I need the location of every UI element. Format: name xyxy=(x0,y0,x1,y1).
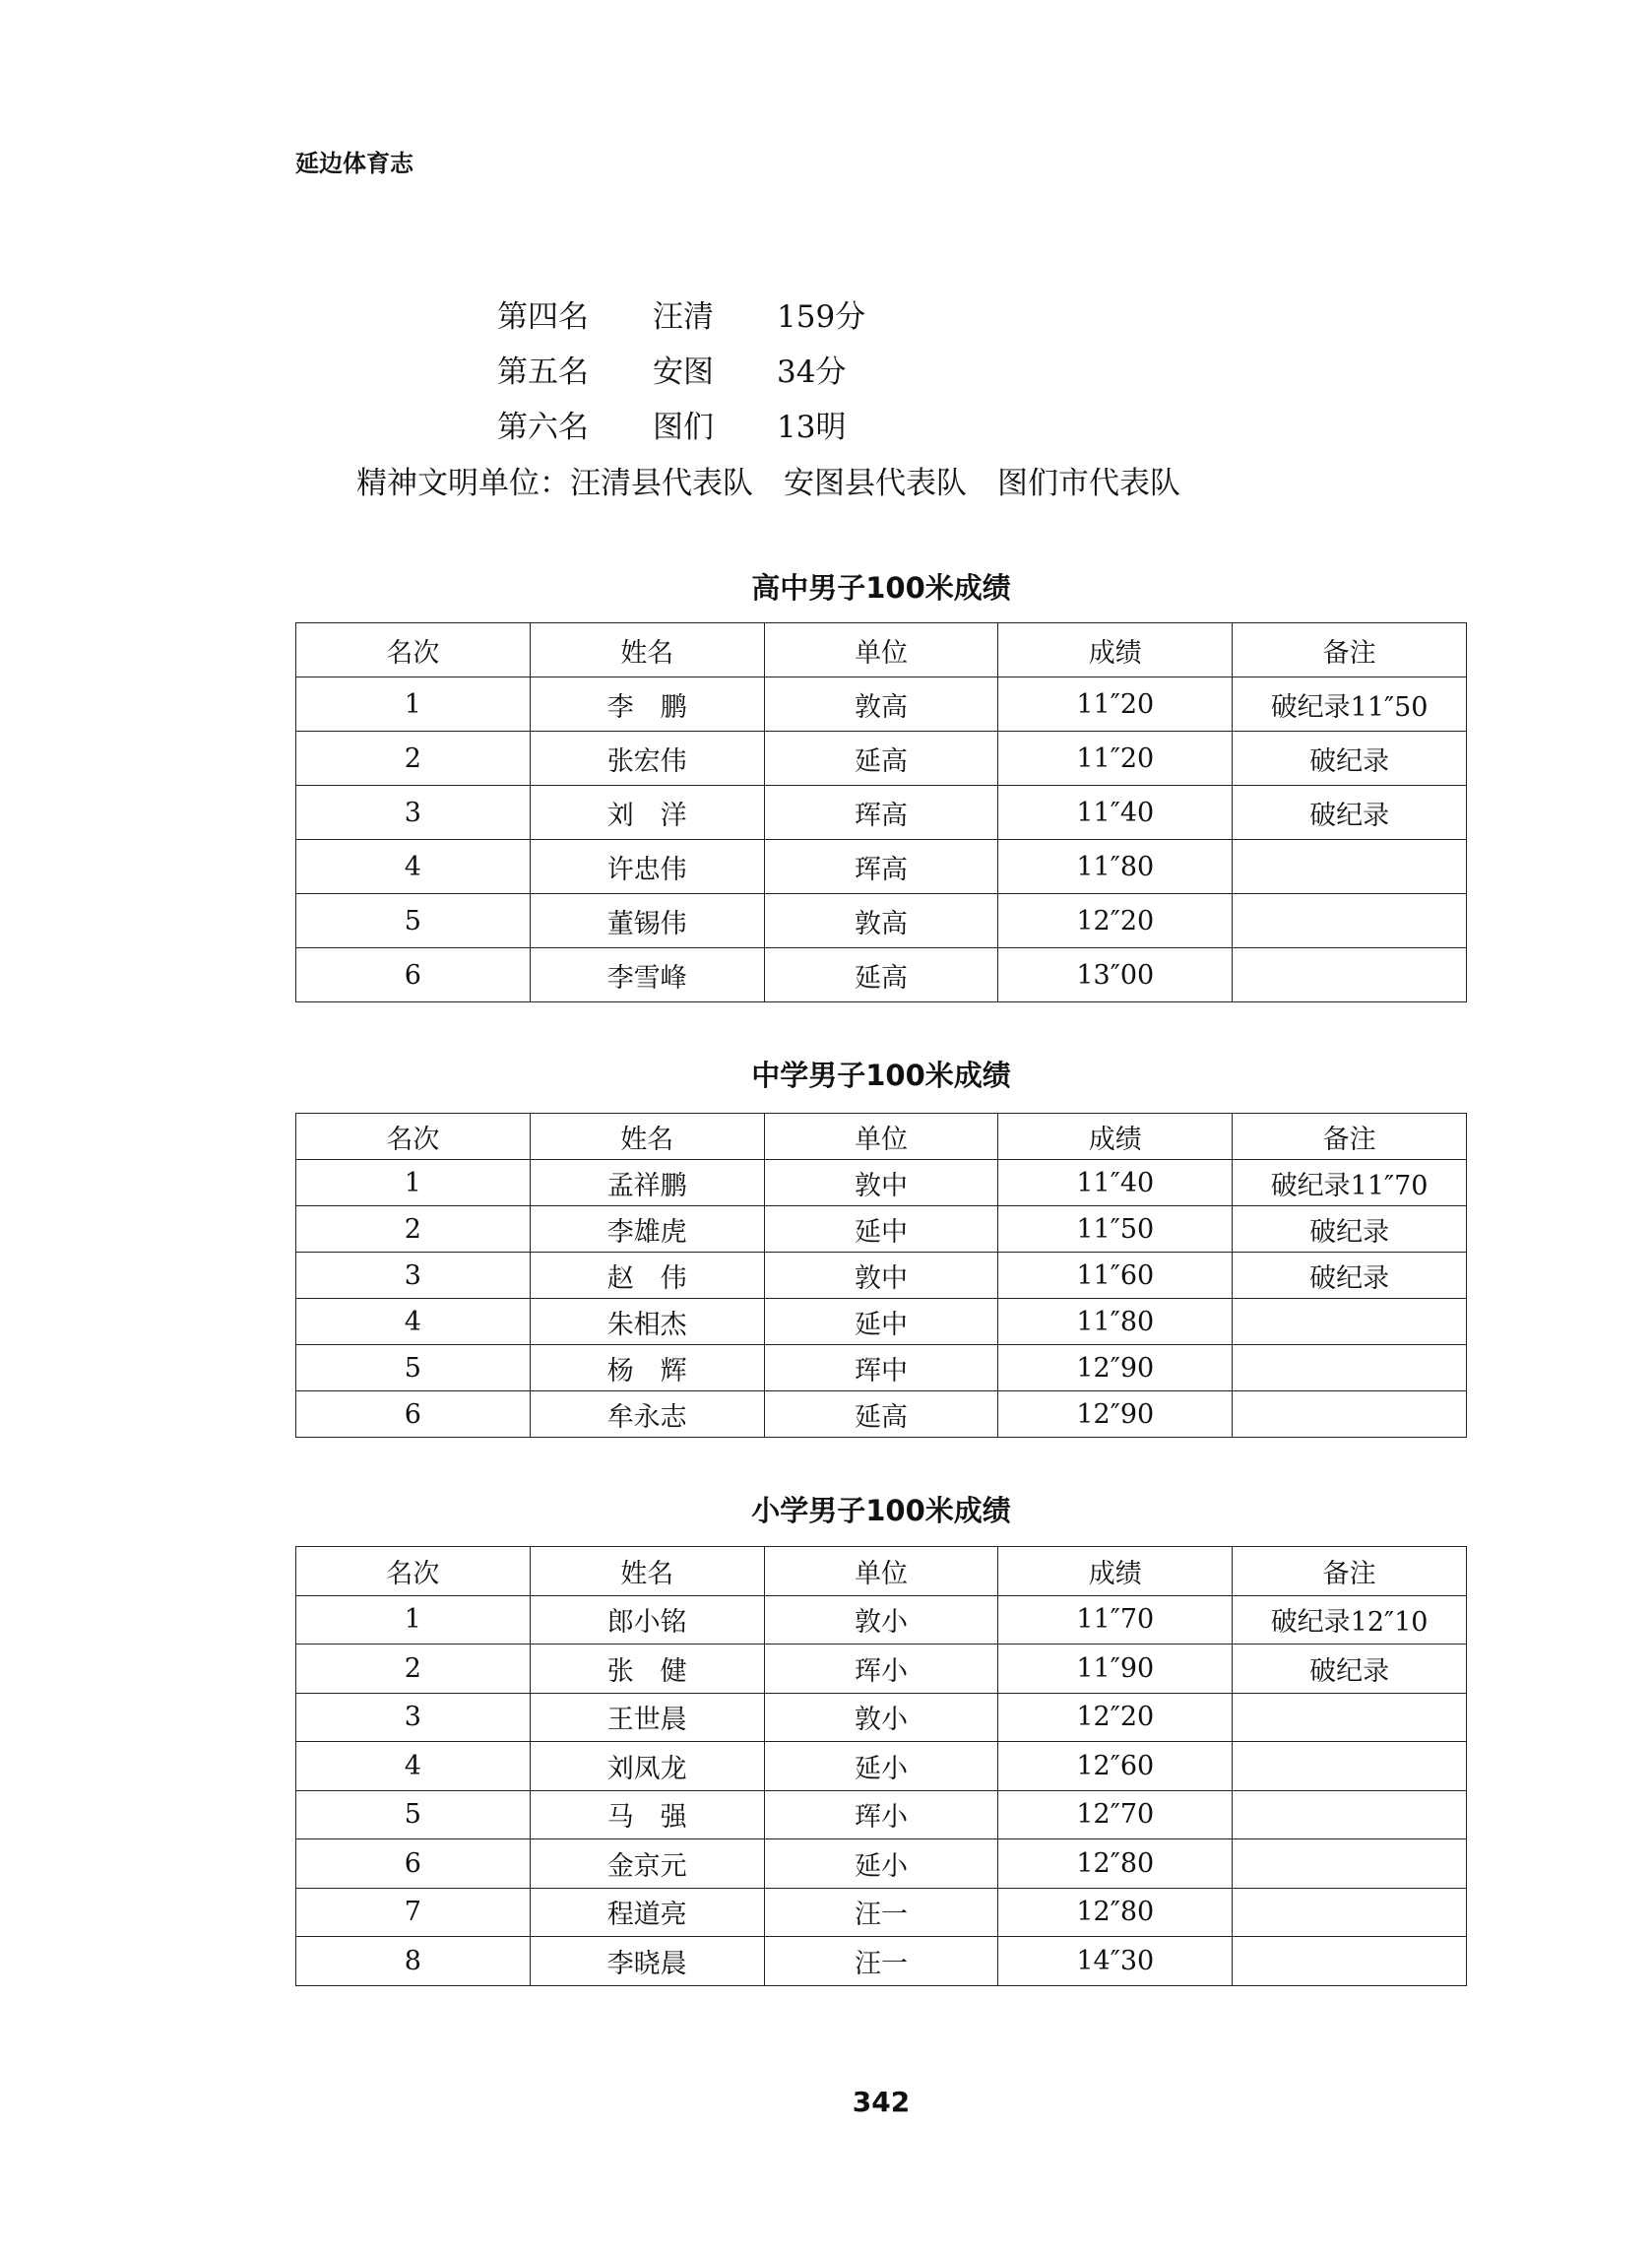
column-header: 名次 xyxy=(296,1547,531,1596)
table-cell: 李晓晨 xyxy=(530,1937,764,1986)
table-cell: 3 xyxy=(296,1253,531,1299)
table-cell xyxy=(1233,1888,1467,1937)
table-row xyxy=(296,1790,1467,1839)
table-cell xyxy=(1233,1299,1467,1345)
table-cell: 汪一 xyxy=(764,1888,998,1937)
table-cell: 延中 xyxy=(764,1299,998,1345)
column-header: 姓名 xyxy=(530,1547,764,1596)
column-header: 名次 xyxy=(296,1114,531,1160)
table-row xyxy=(296,1391,1467,1438)
table-cell: 延高 xyxy=(764,948,998,1002)
table-cell xyxy=(1233,1693,1467,1742)
table-cell: 汪一 xyxy=(764,1937,998,1986)
column-header: 成绩 xyxy=(998,1114,1233,1160)
table-cell: 珲中 xyxy=(764,1345,998,1391)
table-cell: 11″20 xyxy=(998,732,1233,786)
page-number: 342 xyxy=(852,2086,911,2118)
table-cell: 11″40 xyxy=(998,786,1233,840)
ranking-score: 159分 xyxy=(777,299,866,335)
table-title: 小学男子100米成绩 xyxy=(751,1494,1011,1527)
table-cell xyxy=(1233,1839,1467,1889)
table-cell: 11″50 xyxy=(998,1206,1233,1253)
table-cell: 3 xyxy=(296,786,531,840)
table-cell: 破纪录11″50 xyxy=(1233,677,1467,732)
table-cell: 2 xyxy=(296,1644,531,1694)
table-cell: 14″30 xyxy=(998,1937,1233,1986)
table-cell: 破纪录 xyxy=(1233,786,1467,840)
table-cell: 珲小 xyxy=(764,1790,998,1839)
spirit-award-line: 精神文明单位：汪清县代表队 安图县代表队 图们市代表队 xyxy=(356,466,1180,501)
table-cell: 12″90 xyxy=(998,1345,1233,1391)
table-cell: 敦小 xyxy=(764,1595,998,1644)
table-cell xyxy=(1233,1790,1467,1839)
table-cell: 李雄虎 xyxy=(530,1206,764,1253)
table-row xyxy=(296,1253,1467,1299)
ranking-place: 第五名 xyxy=(497,355,589,390)
table-cell xyxy=(1233,1742,1467,1791)
column-header: 姓名 xyxy=(530,623,764,677)
table-row xyxy=(296,1888,1467,1937)
table-cell: 5 xyxy=(296,1345,531,1391)
table-title: 高中男子100米成绩 xyxy=(751,571,1011,605)
table-cell: 6 xyxy=(296,1839,531,1889)
ranking-line xyxy=(497,291,865,336)
ranking-team: 汪清 xyxy=(653,299,714,335)
table-cell: 12″20 xyxy=(998,1693,1233,1742)
table-cell: 2 xyxy=(296,732,531,786)
table-cell: 延小 xyxy=(764,1839,998,1889)
table-cell: 11″40 xyxy=(998,1160,1233,1206)
table-cell: 11″70 xyxy=(998,1595,1233,1644)
table-row xyxy=(296,1595,1467,1644)
table-cell: 珲高 xyxy=(764,840,998,894)
table-cell xyxy=(1233,840,1467,894)
table-header-row xyxy=(296,1547,1467,1596)
table-cell: 延小 xyxy=(764,1742,998,1791)
table-row xyxy=(296,677,1467,732)
table-cell: 杨 辉 xyxy=(530,1345,764,1391)
table-cell: 郎小铭 xyxy=(530,1595,764,1644)
table-cell xyxy=(1233,1937,1467,1986)
table-cell: 5 xyxy=(296,1790,531,1839)
table-cell: 赵 伟 xyxy=(530,1253,764,1299)
table-cell: 珲高 xyxy=(764,786,998,840)
table-cell: 马 强 xyxy=(530,1790,764,1839)
table-cell: 12″80 xyxy=(998,1888,1233,1937)
column-header: 姓名 xyxy=(530,1114,764,1160)
column-header: 单位 xyxy=(764,623,998,677)
table-cell: 12″70 xyxy=(998,1790,1233,1839)
table-row xyxy=(296,1937,1467,1986)
table-cell: 珲小 xyxy=(764,1644,998,1694)
table-row xyxy=(296,894,1467,948)
table-cell: 12″90 xyxy=(998,1391,1233,1438)
results-table-high-school xyxy=(295,622,1467,1002)
table-cell: 12″80 xyxy=(998,1839,1233,1889)
table-cell xyxy=(1233,894,1467,948)
table-cell: 1 xyxy=(296,1595,531,1644)
table-cell: 3 xyxy=(296,1693,531,1742)
table-row xyxy=(296,1693,1467,1742)
table-cell: 7 xyxy=(296,1888,531,1937)
results-table-middle-school xyxy=(295,1113,1467,1438)
table-cell: 4 xyxy=(296,1742,531,1791)
ranking-line xyxy=(497,402,846,446)
table-cell: 11″20 xyxy=(998,677,1233,732)
table-cell xyxy=(1233,1345,1467,1391)
table-cell: 金京元 xyxy=(530,1839,764,1889)
table-cell: 刘凤龙 xyxy=(530,1742,764,1791)
table-cell: 1 xyxy=(296,1160,531,1206)
table-cell: 延高 xyxy=(764,732,998,786)
table-cell: 12″60 xyxy=(998,1742,1233,1791)
table-cell: 李雪峰 xyxy=(530,948,764,1002)
table-row xyxy=(296,1299,1467,1345)
table-cell: 6 xyxy=(296,1391,531,1438)
column-header: 备注 xyxy=(1233,1114,1467,1160)
table-cell: 11″90 xyxy=(998,1644,1233,1694)
table-cell: 敦高 xyxy=(764,677,998,732)
results-table-primary-school xyxy=(295,1546,1467,1986)
ranking-team: 图们 xyxy=(653,410,714,445)
table-cell: 11″60 xyxy=(998,1253,1233,1299)
table-cell: 敦小 xyxy=(764,1693,998,1742)
table-cell: 4 xyxy=(296,840,531,894)
ranking-place: 第四名 xyxy=(497,299,589,335)
table-cell: 1 xyxy=(296,677,531,732)
table-row xyxy=(296,1160,1467,1206)
table-cell: 敦中 xyxy=(764,1253,998,1299)
table-title: 中学男子100米成绩 xyxy=(751,1059,1011,1092)
table-cell: 董锡伟 xyxy=(530,894,764,948)
table-cell: 牟永志 xyxy=(530,1391,764,1438)
table-cell: 刘 洋 xyxy=(530,786,764,840)
ranking-team: 安图 xyxy=(653,355,714,390)
table-cell: 张 健 xyxy=(530,1644,764,1694)
table-cell: 破纪录 xyxy=(1233,1253,1467,1299)
ranking-line xyxy=(497,347,846,391)
table-cell: 6 xyxy=(296,948,531,1002)
table-cell: 13″00 xyxy=(998,948,1233,1002)
table-cell xyxy=(1233,948,1467,1002)
table-cell: 破纪录12″10 xyxy=(1233,1595,1467,1644)
table-header-row xyxy=(296,623,1467,677)
table-cell: 孟祥鹏 xyxy=(530,1160,764,1206)
table-cell: 8 xyxy=(296,1937,531,1986)
table-cell: 延高 xyxy=(764,1391,998,1438)
table-cell: 破纪录 xyxy=(1233,1644,1467,1694)
ranking-score: 34分 xyxy=(777,355,847,390)
column-header: 名次 xyxy=(296,623,531,677)
table-cell: 朱相杰 xyxy=(530,1299,764,1345)
column-header: 备注 xyxy=(1233,1547,1467,1596)
table-cell: 2 xyxy=(296,1206,531,1253)
table-cell: 破纪录11″70 xyxy=(1233,1160,1467,1206)
ranking-place: 第六名 xyxy=(497,410,589,445)
column-header: 单位 xyxy=(764,1114,998,1160)
table-row xyxy=(296,840,1467,894)
table-row xyxy=(296,1742,1467,1791)
table-row xyxy=(296,948,1467,1002)
table-cell: 王世晨 xyxy=(530,1693,764,1742)
table-row xyxy=(296,732,1467,786)
table-cell: 程道亮 xyxy=(530,1888,764,1937)
table-cell: 11″80 xyxy=(998,840,1233,894)
column-header: 成绩 xyxy=(998,623,1233,677)
table-row xyxy=(296,1206,1467,1253)
table-header-row xyxy=(296,1114,1467,1160)
table-row xyxy=(296,1345,1467,1391)
table-cell: 4 xyxy=(296,1299,531,1345)
table-row xyxy=(296,1644,1467,1694)
column-header: 成绩 xyxy=(998,1547,1233,1596)
running-header: 延边体育志 xyxy=(295,150,413,177)
table-cell: 敦高 xyxy=(764,894,998,948)
table-row xyxy=(296,1839,1467,1889)
table-cell: 敦中 xyxy=(764,1160,998,1206)
table-cell: 张宏伟 xyxy=(530,732,764,786)
table-cell: 破纪录 xyxy=(1233,732,1467,786)
table-cell: 延中 xyxy=(764,1206,998,1253)
table-row xyxy=(296,786,1467,840)
table-cell: 许忠伟 xyxy=(530,840,764,894)
table-cell xyxy=(1233,1391,1467,1438)
table-cell: 李 鹏 xyxy=(530,677,764,732)
column-header: 备注 xyxy=(1233,623,1467,677)
ranking-score: 13明 xyxy=(777,410,847,445)
table-cell: 5 xyxy=(296,894,531,948)
table-cell: 12″20 xyxy=(998,894,1233,948)
column-header: 单位 xyxy=(764,1547,998,1596)
table-cell: 破纪录 xyxy=(1233,1206,1467,1253)
table-cell: 11″80 xyxy=(998,1299,1233,1345)
